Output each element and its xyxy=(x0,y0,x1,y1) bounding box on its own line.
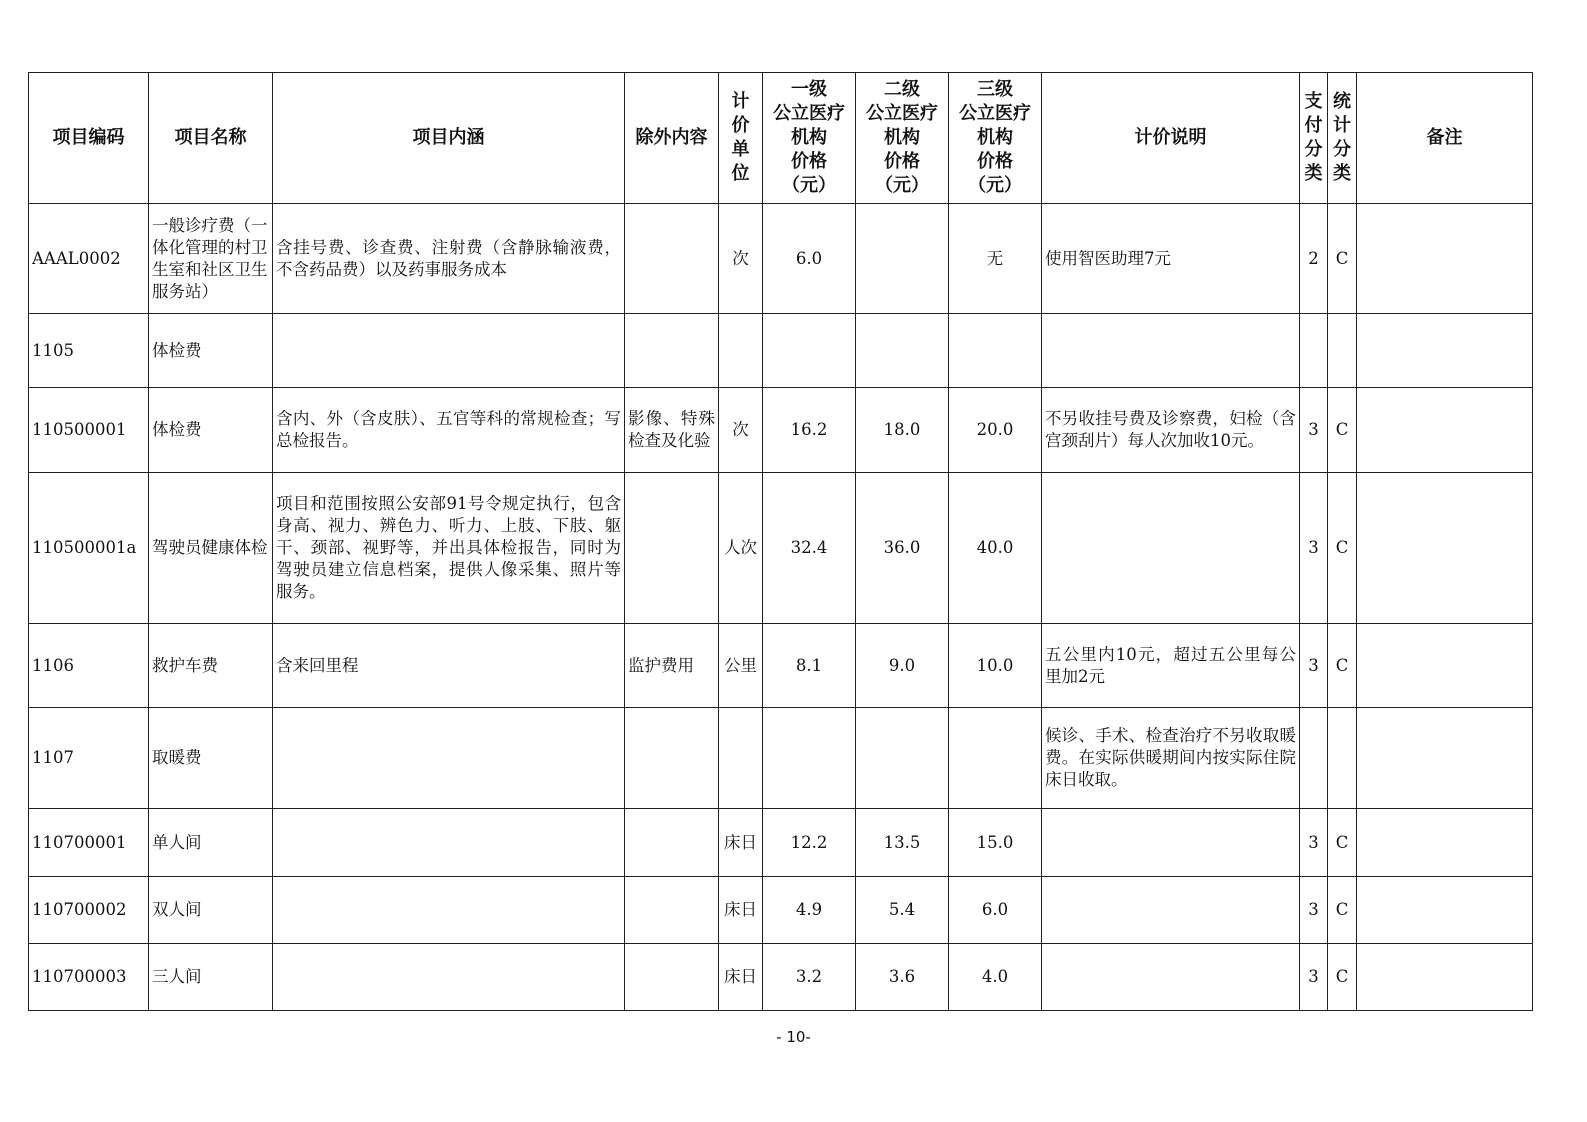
cell-pricing-note: 使用智医助理7元 xyxy=(1042,204,1300,314)
cell-remarks xyxy=(1357,944,1533,1011)
table-row xyxy=(29,624,1533,708)
cell-level1-price xyxy=(763,314,856,388)
cell-stat-class xyxy=(1328,314,1357,388)
cell-payment-class: 3 xyxy=(1300,877,1328,944)
cell-stat-class: C xyxy=(1328,473,1357,624)
cell-level3-price: 10.0 xyxy=(949,624,1042,708)
cell-unit: 次 xyxy=(719,388,763,473)
table-row xyxy=(29,314,1533,388)
cell-level2-price xyxy=(856,314,949,388)
cell-name: 体检费 xyxy=(149,314,273,388)
cell-payment-class: 3 xyxy=(1300,388,1328,473)
cell-content: 项目和范围按照公安部91号令规定执行，包含身高、视力、辨色力、听力、上肢、下肢、躯干、颈部、视野等，并出具体检报告，同时为驾驶员建立信息档案，提供人像采集、照片等服务。 xyxy=(273,473,625,624)
cell-name: 三人间 xyxy=(149,944,273,1011)
cell-unit xyxy=(719,708,763,809)
cell-level2-price: 5.4 xyxy=(856,877,949,944)
cell-excluded: 影像、特殊检查及化验 xyxy=(625,388,719,473)
header-level1-price: 一级 公立医疗 机构 价格 （元） xyxy=(763,73,856,204)
cell-stat-class: C xyxy=(1328,944,1357,1011)
cell-level2-price xyxy=(856,708,949,809)
table-row xyxy=(29,809,1533,877)
cell-remarks xyxy=(1357,877,1533,944)
cell-content: 含内、外（含皮肤）、五官等科的常规检查；写总检报告。 xyxy=(273,388,625,473)
cell-pricing-note xyxy=(1042,314,1300,388)
header-level3-price: 三级 公立医疗 机构 价格 （元） xyxy=(949,73,1042,204)
cell-pricing-note xyxy=(1042,944,1300,1011)
cell-level2-price xyxy=(856,204,949,314)
cell-content xyxy=(273,944,625,1011)
cell-stat-class: C xyxy=(1328,388,1357,473)
cell-stat-class xyxy=(1328,708,1357,809)
cell-code: 1105 xyxy=(29,314,149,388)
cell-level1-price: 12.2 xyxy=(763,809,856,877)
cell-level3-price: 20.0 xyxy=(949,388,1042,473)
cell-level2-price: 9.0 xyxy=(856,624,949,708)
cell-remarks xyxy=(1357,388,1533,473)
cell-payment-class: 2 xyxy=(1300,204,1328,314)
cell-payment-class: 3 xyxy=(1300,624,1328,708)
cell-level3-price: 15.0 xyxy=(949,809,1042,877)
cell-payment-class: 3 xyxy=(1300,809,1328,877)
table-row xyxy=(29,944,1533,1011)
table-row xyxy=(29,877,1533,944)
cell-pricing-note: 五公里内10元，超过五公里每公里加2元 xyxy=(1042,624,1300,708)
cell-excluded xyxy=(625,944,719,1011)
header-code: 项目编码 xyxy=(29,73,149,204)
cell-remarks xyxy=(1357,624,1533,708)
cell-excluded xyxy=(625,473,719,624)
cell-level1-price: 4.9 xyxy=(763,877,856,944)
cell-level3-price: 6.0 xyxy=(949,877,1042,944)
cell-content xyxy=(273,877,625,944)
cell-payment-class: 3 xyxy=(1300,944,1328,1011)
cell-name: 驾驶员健康体检 xyxy=(149,473,273,624)
header-stat-class: 统 计 分 类 xyxy=(1328,73,1357,204)
cell-pricing-note xyxy=(1042,809,1300,877)
cell-remarks xyxy=(1357,204,1533,314)
cell-unit: 人次 xyxy=(719,473,763,624)
header-row xyxy=(29,73,1533,204)
cell-name: 一般诊疗费（一体化管理的村卫生室和社区卫生服务站） xyxy=(149,204,273,314)
cell-payment-class xyxy=(1300,314,1328,388)
cell-code: 1106 xyxy=(29,624,149,708)
cell-code: AAAL0002 xyxy=(29,204,149,314)
cell-level2-price: 36.0 xyxy=(856,473,949,624)
header-excluded: 除外内容 xyxy=(625,73,719,204)
cell-level2-price: 18.0 xyxy=(856,388,949,473)
cell-excluded xyxy=(625,314,719,388)
cell-level2-price: 13.5 xyxy=(856,809,949,877)
cell-pricing-note: 不另收挂号费及诊察费，妇检（含宫颈刮片）每人次加收10元。 xyxy=(1042,388,1300,473)
cell-level3-price xyxy=(949,708,1042,809)
cell-code: 110500001a xyxy=(29,473,149,624)
cell-level3-price: 4.0 xyxy=(949,944,1042,1011)
cell-excluded xyxy=(625,708,719,809)
cell-excluded xyxy=(625,809,719,877)
cell-pricing-note xyxy=(1042,473,1300,624)
cell-code: 110700003 xyxy=(29,944,149,1011)
cell-name: 单人间 xyxy=(149,809,273,877)
header-name: 项目名称 xyxy=(149,73,273,204)
cell-stat-class: C xyxy=(1328,877,1357,944)
cell-excluded xyxy=(625,877,719,944)
table-row xyxy=(29,388,1533,473)
cell-level1-price: 8.1 xyxy=(763,624,856,708)
cell-remarks xyxy=(1357,473,1533,624)
page-number: - 10- xyxy=(776,1028,811,1046)
cell-payment-class xyxy=(1300,708,1328,809)
cell-level1-price: 3.2 xyxy=(763,944,856,1011)
cell-name: 取暖费 xyxy=(149,708,273,809)
cell-code: 110500001 xyxy=(29,388,149,473)
cell-unit: 公里 xyxy=(719,624,763,708)
cell-excluded xyxy=(625,204,719,314)
cell-level2-price: 3.6 xyxy=(856,944,949,1011)
header-payment-class: 支 付 分 类 xyxy=(1300,73,1328,204)
cell-content xyxy=(273,809,625,877)
cell-level1-price: 32.4 xyxy=(763,473,856,624)
cell-name: 救护车费 xyxy=(149,624,273,708)
header-level2-price: 二级 公立医疗 机构 价格 （元） xyxy=(856,73,949,204)
cell-level1-price: 6.0 xyxy=(763,204,856,314)
table-row xyxy=(29,473,1533,624)
cell-level3-price xyxy=(949,314,1042,388)
cell-unit: 床日 xyxy=(719,809,763,877)
header-remarks: 备注 xyxy=(1357,73,1533,204)
cell-code: 110700002 xyxy=(29,877,149,944)
cell-name: 体检费 xyxy=(149,388,273,473)
cell-unit: 床日 xyxy=(719,944,763,1011)
cell-level3-price: 40.0 xyxy=(949,473,1042,624)
cell-remarks xyxy=(1357,314,1533,388)
cell-content: 含来回里程 xyxy=(273,624,625,708)
table-row xyxy=(29,708,1533,809)
cell-level1-price xyxy=(763,708,856,809)
cell-stat-class: C xyxy=(1328,624,1357,708)
cell-pricing-note xyxy=(1042,877,1300,944)
cell-level3-price: 无 xyxy=(949,204,1042,314)
cell-payment-class: 3 xyxy=(1300,473,1328,624)
cell-pricing-note: 候诊、手术、检查治疗不另收取暖费。在实际供暖期间内按实际住院床日收取。 xyxy=(1042,708,1300,809)
cell-unit: 次 xyxy=(719,204,763,314)
cell-content xyxy=(273,314,625,388)
cell-remarks xyxy=(1357,809,1533,877)
cell-stat-class: C xyxy=(1328,204,1357,314)
cell-content: 含挂号费、诊查费、注射费（含静脉输液费，不含药品费）以及药事服务成本 xyxy=(273,204,625,314)
header-content: 项目内涵 xyxy=(273,73,625,204)
cell-stat-class: C xyxy=(1328,809,1357,877)
cell-remarks xyxy=(1357,708,1533,809)
cell-name: 双人间 xyxy=(149,877,273,944)
cell-code: 110700001 xyxy=(29,809,149,877)
cell-unit xyxy=(719,314,763,388)
table-row xyxy=(29,204,1533,314)
cell-unit: 床日 xyxy=(719,877,763,944)
header-pricing-note: 计价说明 xyxy=(1042,73,1300,204)
cell-code: 1107 xyxy=(29,708,149,809)
cell-excluded: 监护费用 xyxy=(625,624,719,708)
cell-content xyxy=(273,708,625,809)
price-table xyxy=(28,72,1533,1011)
header-unit: 计 价 单 位 xyxy=(719,73,763,204)
cell-level1-price: 16.2 xyxy=(763,388,856,473)
